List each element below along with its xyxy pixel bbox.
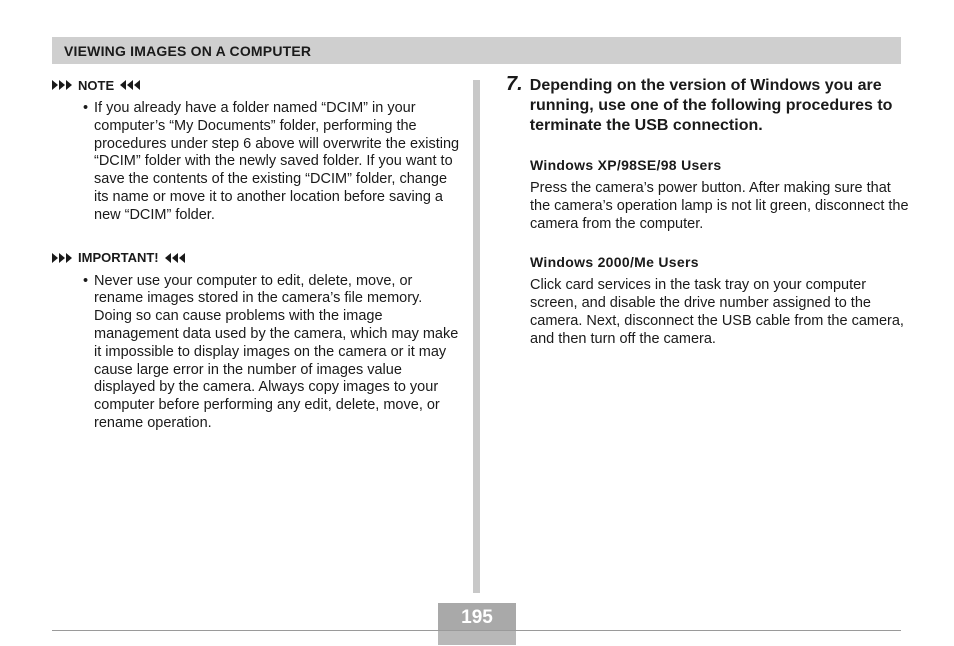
section-heading-2000: Windows 2000/Me Users — [530, 254, 699, 271]
page-number-box — [438, 603, 516, 645]
note-label — [52, 76, 462, 94]
step-number: 7. — [506, 73, 523, 95]
right-column — [506, 73, 909, 349]
section-body-xp: Press the camera’s power button. After making sure that the camera’s operation lamp is not lit green, disconnect the camera from the computer. — [530, 180, 909, 232]
bullet-dot: • — [83, 272, 89, 289]
important-text: Never use your computer to edit, delete, move, or rename images stored in the camera’s file memory. Doing so can cause problems with the image management data used by the camera, which may make it impossible to display images on the camera or it may cause large error in the number of images value displayed by the camera. Always copy images to your computer before performing any edit, delete, move, or rename operation. — [94, 272, 459, 431]
header-bar — [52, 37, 901, 64]
note-text: If you already have a folder named “DCIM” in your computer’s “My Documents” folder, performing the procedures under step 6 above will overwrite the existing “DCIM” folder with the newly saved folder. If you want to save the contents of the existing “DCIM” folder, change its name or move it to another location before saving a new “DCIM” folder. — [94, 100, 460, 223]
note-paragraph — [83, 100, 462, 225]
arrow-right-icon — [52, 253, 72, 263]
arrow-right-icon — [52, 80, 72, 90]
left-column — [52, 76, 462, 433]
section-heading-xp: Windows XP/98SE/98 Users — [530, 157, 722, 173]
arrow-left-icon — [165, 253, 185, 263]
important-paragraph — [83, 272, 462, 433]
page-number: 195 — [461, 607, 493, 628]
arrow-left-icon — [120, 80, 140, 90]
section-body-2000: Click card services in the task tray on your computer screen, and disable the drive number assigned to the camera. Next, disconnect the USB cable from the camera, and then turn off the camera. — [530, 277, 904, 347]
note-label-text: NOTE — [78, 77, 115, 93]
page-title: VIEWING IMAGES ON A COMPUTER — [64, 43, 312, 59]
step-7 — [506, 73, 906, 136]
step-text: Depending on the version of Windows you are running, use one of the following procedures to terminate the USB connection. — [529, 77, 893, 134]
bullet-dot: • — [83, 100, 89, 116]
column-divider — [473, 80, 480, 593]
important-label — [52, 249, 462, 267]
important-label-text: IMPORTANT! — [78, 250, 159, 266]
bottom-rule — [52, 630, 901, 631]
